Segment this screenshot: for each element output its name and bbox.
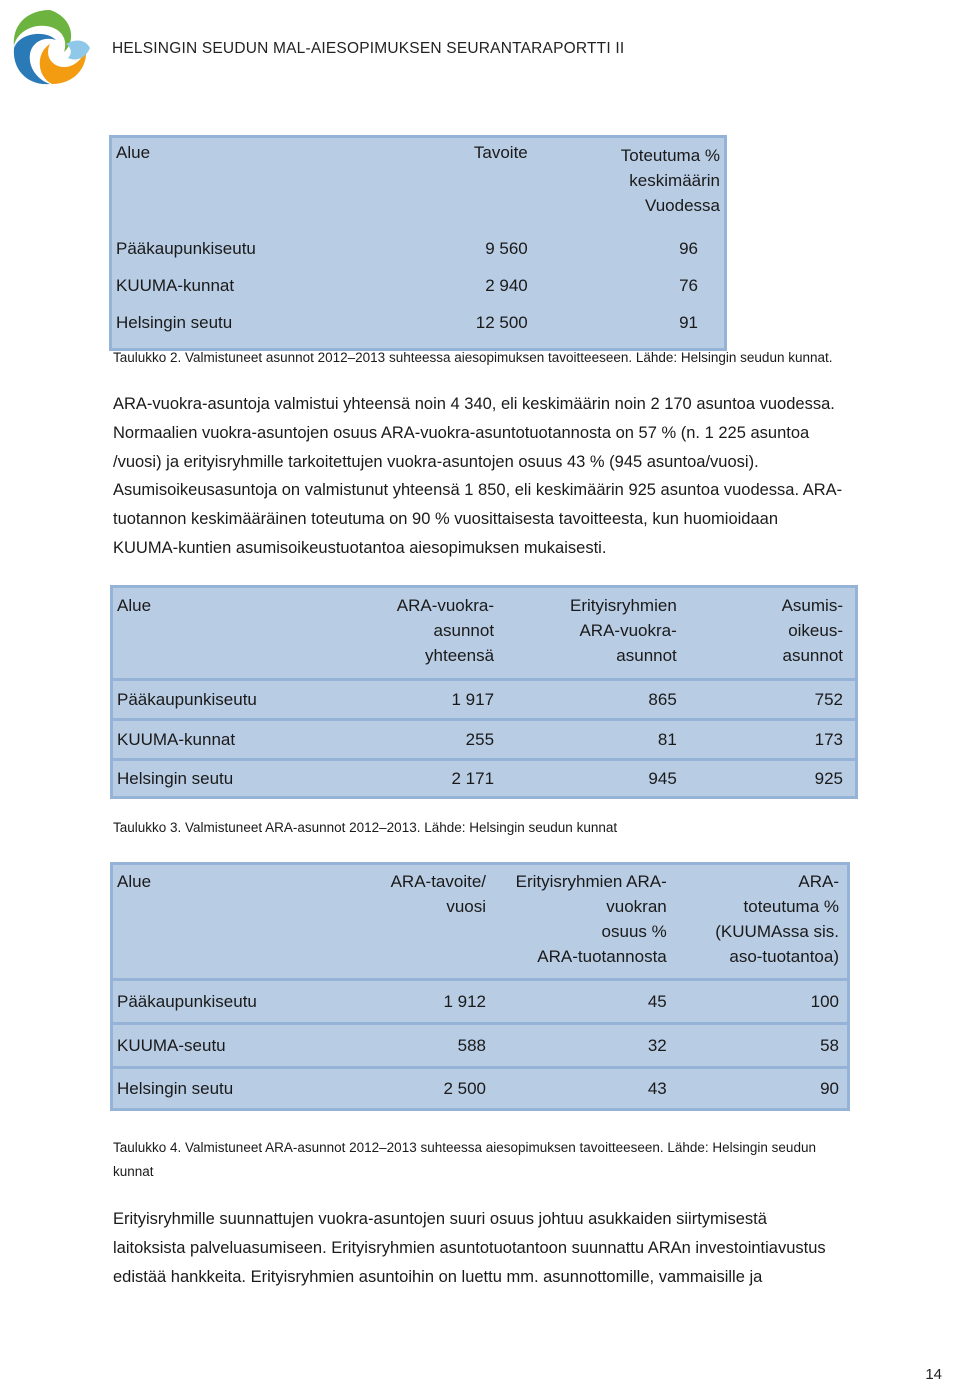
table-cell: Pääkaupunkiseutu [116,238,256,258]
table-ara-housing [110,585,858,799]
table-cell: 925 [814,768,843,788]
table-cell: Helsingin seutu [116,312,233,332]
table-cell: KUUMA-kunnat [117,729,236,749]
table-row [111,276,726,313]
table-cell: 752 [814,689,843,709]
paragraph-line: edistää hankkeita. Erityisryhmien asuntoihin on luettu mm. asunnottomille, vammaisille ja [113,1267,763,1286]
table-cell: 255 [465,729,495,749]
table-row [112,1024,849,1068]
table-cell: Helsingin seutu [117,1078,234,1098]
paragraph-line: ARA-vuokra-asuntoja valmistui yhteensä noin 4 340, eli keskimäärin noin 2 170 asuntoa vuodessa. [113,395,835,413]
col-header-ara-realization [671,864,849,980]
table-row [112,980,849,1024]
table-row [112,720,857,760]
col-header-right-of-occupancy [681,587,857,680]
table-cell: 588 [457,1035,487,1055]
table-cell: 100 [810,991,839,1011]
col-header-line: asunnot [782,646,843,665]
table-cell: 45 [647,991,667,1011]
col-header-special-share [490,864,671,980]
col-header-line: yhteensä [425,646,495,665]
col-header-realization-line: Vuodessa [645,196,720,215]
paragraph-line: Asumisoikeusasuntoja on valmistunut yhteensä 1 850, eli keskimäärin 925 asuntoa vuodessa. ARA- [113,481,843,500]
col-header-realization-line: keskimäärin [629,171,720,190]
table-cell: 32 [647,1035,667,1055]
body-paragraph [113,1205,826,1291]
page-number: 14 [925,1366,942,1383]
col-header-line: ARA-tavoite/ [390,872,487,891]
table-row [112,1068,849,1110]
col-header-line: Alue [117,872,152,891]
col-header-line: Erityisryhmien [570,596,677,615]
col-header-area [112,587,338,680]
table-row [111,239,726,276]
table-cell: Pääkaupunkiseutu [117,689,257,709]
col-header-line: asunnot [433,621,495,640]
col-header-line: vuosi [446,897,487,916]
col-header-line: aso-tuotantoa) [729,947,839,966]
col-header-ara-target [337,864,490,980]
table-cell: 2 171 [451,768,495,788]
table-completed-housing [109,135,727,351]
col-header-line: Asumis- [781,596,843,615]
table-cell: 865 [648,689,677,709]
table-cell: 945 [648,768,677,788]
col-header-line: oikeus- [788,621,843,640]
table-cell: 2 500 [443,1078,487,1098]
col-header-line: (KUUMAssa sis. [715,922,839,941]
col-header-special-groups [498,587,681,680]
table-cell: 2 940 [485,275,528,295]
table-cell: KUUMA-seutu [117,1035,226,1055]
table-cell: 91 [679,312,698,332]
table-cell: 96 [679,238,698,258]
table-row [112,760,857,798]
col-header-line: ARA- [798,872,839,891]
body-paragraph [113,390,842,563]
table-header-row [112,587,857,680]
table-cell: 81 [657,729,677,749]
paragraph-line: Normaalien vuokra-asuntojen osuus ARA-vuokra-asuntotuotannosta on 57 % (n. 1 225 asuntoa [113,423,810,442]
col-header-line: ARA-tuotannosta [537,947,667,966]
paragraph-line: KUUMA-kuntien asumisoikeustuotantoa aiesopimuksen mukaisesti. [113,538,607,557]
table-cell: 43 [647,1078,667,1098]
col-header-line: ARA-vuokra- [579,621,677,640]
report-header-title: HELSINGIN SEUDUN MAL-AIESOPIMUKSEN SEURANTARAPORTTI II [112,40,625,57]
table-cell: Helsingin seutu [117,768,234,788]
paragraph-line: laitoksista palveluasumiseen. Erityisryhmien asuntotuotantoon suunnattu ARAn investointiavustus [113,1238,826,1257]
col-header-target: Tavoite [473,143,528,162]
organization-logo-icon [6,4,94,90]
caption-line: kunnat [113,1164,154,1179]
table-cell: 1 917 [451,689,495,709]
table-caption: Taulukko 2. Valmistuneet asunnot 2012–2013 suhteessa aiesopimuksen tavoitteeseen. Lähde: Helsingin seudun kunnat. [113,350,833,365]
table-cell: Pääkaupunkiseutu [117,991,257,1011]
col-header-line: vuokran [606,897,667,916]
col-header-area: Alue [116,143,151,162]
table-caption [113,1136,816,1184]
table-row [112,680,857,720]
table-cell: 90 [820,1078,839,1098]
paragraph-line: tuotannon keskimääräinen toteutuma on 90 % vuosittaisesta tavoitteesta, kun huomioidaan [113,510,779,529]
col-header-ara-rental [337,587,498,680]
col-header-line: osuus % [601,922,667,941]
col-header-line: toteutuma % [743,897,839,916]
table-header-row [111,137,726,239]
table-cell: 173 [814,729,843,749]
table-ara-target-realization [110,862,850,1111]
table-cell: KUUMA-kunnat [116,275,235,295]
table-cell: 12 500 [475,312,528,332]
col-header-realization [532,137,726,239]
col-header-area [112,864,338,980]
paragraph-line: /vuosi) ja erityisryhmille tarkoitettujen vuokra-asuntojen osuus 43 % (945 asuntoa/vuosi). [113,452,759,471]
caption-line: Taulukko 4. Valmistuneet ARA-asunnot 2012–2013 suhteessa aiesopimuksen tavoitteeseen. Lähde: Helsingin seudun [113,1140,816,1155]
table-cell: 58 [820,1035,839,1055]
table-cell: 9 560 [485,238,528,258]
col-header-line: Erityisryhmien ARA- [515,872,667,891]
col-header-line: Alue [117,596,152,615]
table-row [111,313,726,350]
col-header-realization-line: Toteutuma % [620,146,720,165]
col-header-line: ARA-vuokra- [396,596,495,615]
paragraph-line: Erityisryhmille suunnattujen vuokra-asuntojen suuri osuus johtuu asukkaiden siirtymisestä [113,1210,767,1228]
table-caption: Taulukko 3. Valmistuneet ARA-asunnot 2012–2013. Lähde: Helsingin seudun kunnat [113,820,618,835]
table-header-row [112,864,849,980]
table-cell: 76 [679,275,698,295]
table-cell: 1 912 [443,991,487,1011]
col-header-line: asunnot [616,646,677,665]
